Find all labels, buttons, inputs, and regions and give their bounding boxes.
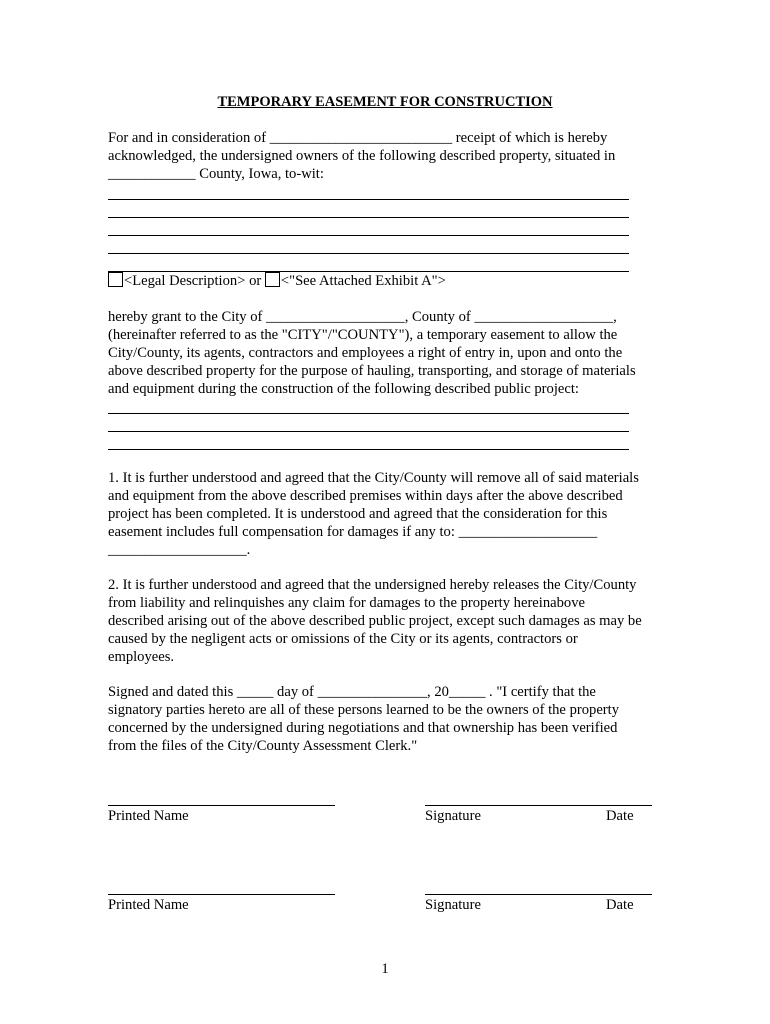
signed-line-4: from the files of the City/County Assessment Clerk." (108, 738, 418, 754)
date-label-1: Date (606, 808, 634, 824)
grant-line-1: hereby grant to the City of ___________________, County of ___________________, (108, 309, 617, 325)
grant-line-5: and equipment during the construction of the following described public project: (108, 381, 579, 397)
consideration-field[interactable]: _________________________ (269, 130, 453, 146)
damages-field[interactable]: ___________________ (458, 524, 598, 540)
property-description-line-3[interactable] (108, 235, 629, 236)
signed-line-1: Signed and dated this _____ day of _______________, 20_____ . "I certify that the (108, 684, 596, 700)
project-description-line-1[interactable] (108, 413, 629, 414)
printed-name-label-1: Printed Name (108, 808, 189, 824)
document-title: TEMPORARY EASEMENT FOR CONSTRUCTION (217, 94, 553, 110)
intro-line-2: acknowledged, the undersigned owners of the following described property, situated in (108, 148, 616, 164)
day-field[interactable]: _____ (236, 684, 274, 700)
intro-line-1: For and in consideration of _________________________ receipt of which is hereby (108, 130, 608, 146)
month-field[interactable]: _______________ (317, 684, 428, 700)
date-label-2: Date (606, 897, 634, 913)
page-number: 1 (381, 961, 389, 977)
exhibit-a-checkbox[interactable] (265, 272, 280, 287)
legal-description-checkbox[interactable] (108, 272, 123, 287)
property-description-line-2[interactable] (108, 217, 629, 218)
intro-line-3: ____________ County, Iowa, to-wit: (108, 166, 324, 182)
grant-line-3: City/County, its agents, contractors and employees a right of entry in, upon and onto the (108, 345, 623, 361)
printed-name-label-2: Printed Name (108, 897, 189, 913)
printed-name-line-1[interactable] (108, 805, 335, 806)
project-description-line-2[interactable] (108, 431, 629, 432)
para1-line-1: 1. It is further understood and agreed that the City/County will remove all of said materials (108, 470, 639, 486)
damages-field-cont[interactable]: ___________________ (108, 542, 247, 558)
property-description-line-1[interactable] (108, 199, 629, 200)
printed-name-line-2[interactable] (108, 894, 335, 895)
signed-line-3: concerned by the undersigned during negotiations and that ownership has been verified (108, 720, 618, 736)
signature-line-2[interactable] (425, 894, 652, 895)
para2-line-5: employees. (108, 649, 175, 665)
para2-line-4: caused by the negligent acts or omissions of the City or its agents, contractors or (108, 631, 578, 647)
grant-line-4: above described property for the purpose of hauling, transporting, and storage of materials (108, 363, 636, 379)
para2-line-3: described arising out of the above described public project, except such damages as may be (108, 613, 642, 629)
description-options (108, 272, 446, 290)
signature-line-1[interactable] (425, 805, 652, 806)
property-description-line-4[interactable] (108, 253, 629, 254)
para1-line-5: ___________________. (108, 542, 251, 558)
signature-label-1: Signature (425, 808, 481, 824)
signature-label-2: Signature (425, 897, 481, 913)
year-field[interactable]: _____ (448, 684, 486, 700)
para2-line-1: 2. It is further understood and agreed that the undersigned hereby releases the City/County (108, 577, 637, 593)
county-field[interactable]: ____________ (108, 166, 196, 182)
signed-line-2: signatory parties hereto are all of these persons learned to be the owners of the property (108, 702, 620, 718)
county-of-field[interactable]: ___________________ (474, 309, 614, 325)
legal-description-label: <Legal Description> or (124, 273, 265, 289)
para1-line-3: project has been completed. It is understood and agreed that the consideration for this (108, 506, 608, 522)
para1-line-4: easement includes full compensation for damages if any to: ___________________ (108, 524, 598, 540)
city-field[interactable]: ___________________ (266, 309, 405, 325)
para1-line-2: and equipment from the above described premises within days after the above described (108, 488, 623, 504)
exhibit-a-label: <"See Attached Exhibit A"> (280, 273, 446, 289)
project-description-line-3[interactable] (108, 449, 629, 450)
para2-line-2: from liability and relinquishes any claim for damages to the property hereinabove (108, 595, 585, 611)
grant-line-2: (hereinafter referred to as the "CITY"/"COUNTY"), a temporary easement to allow the (108, 327, 618, 343)
